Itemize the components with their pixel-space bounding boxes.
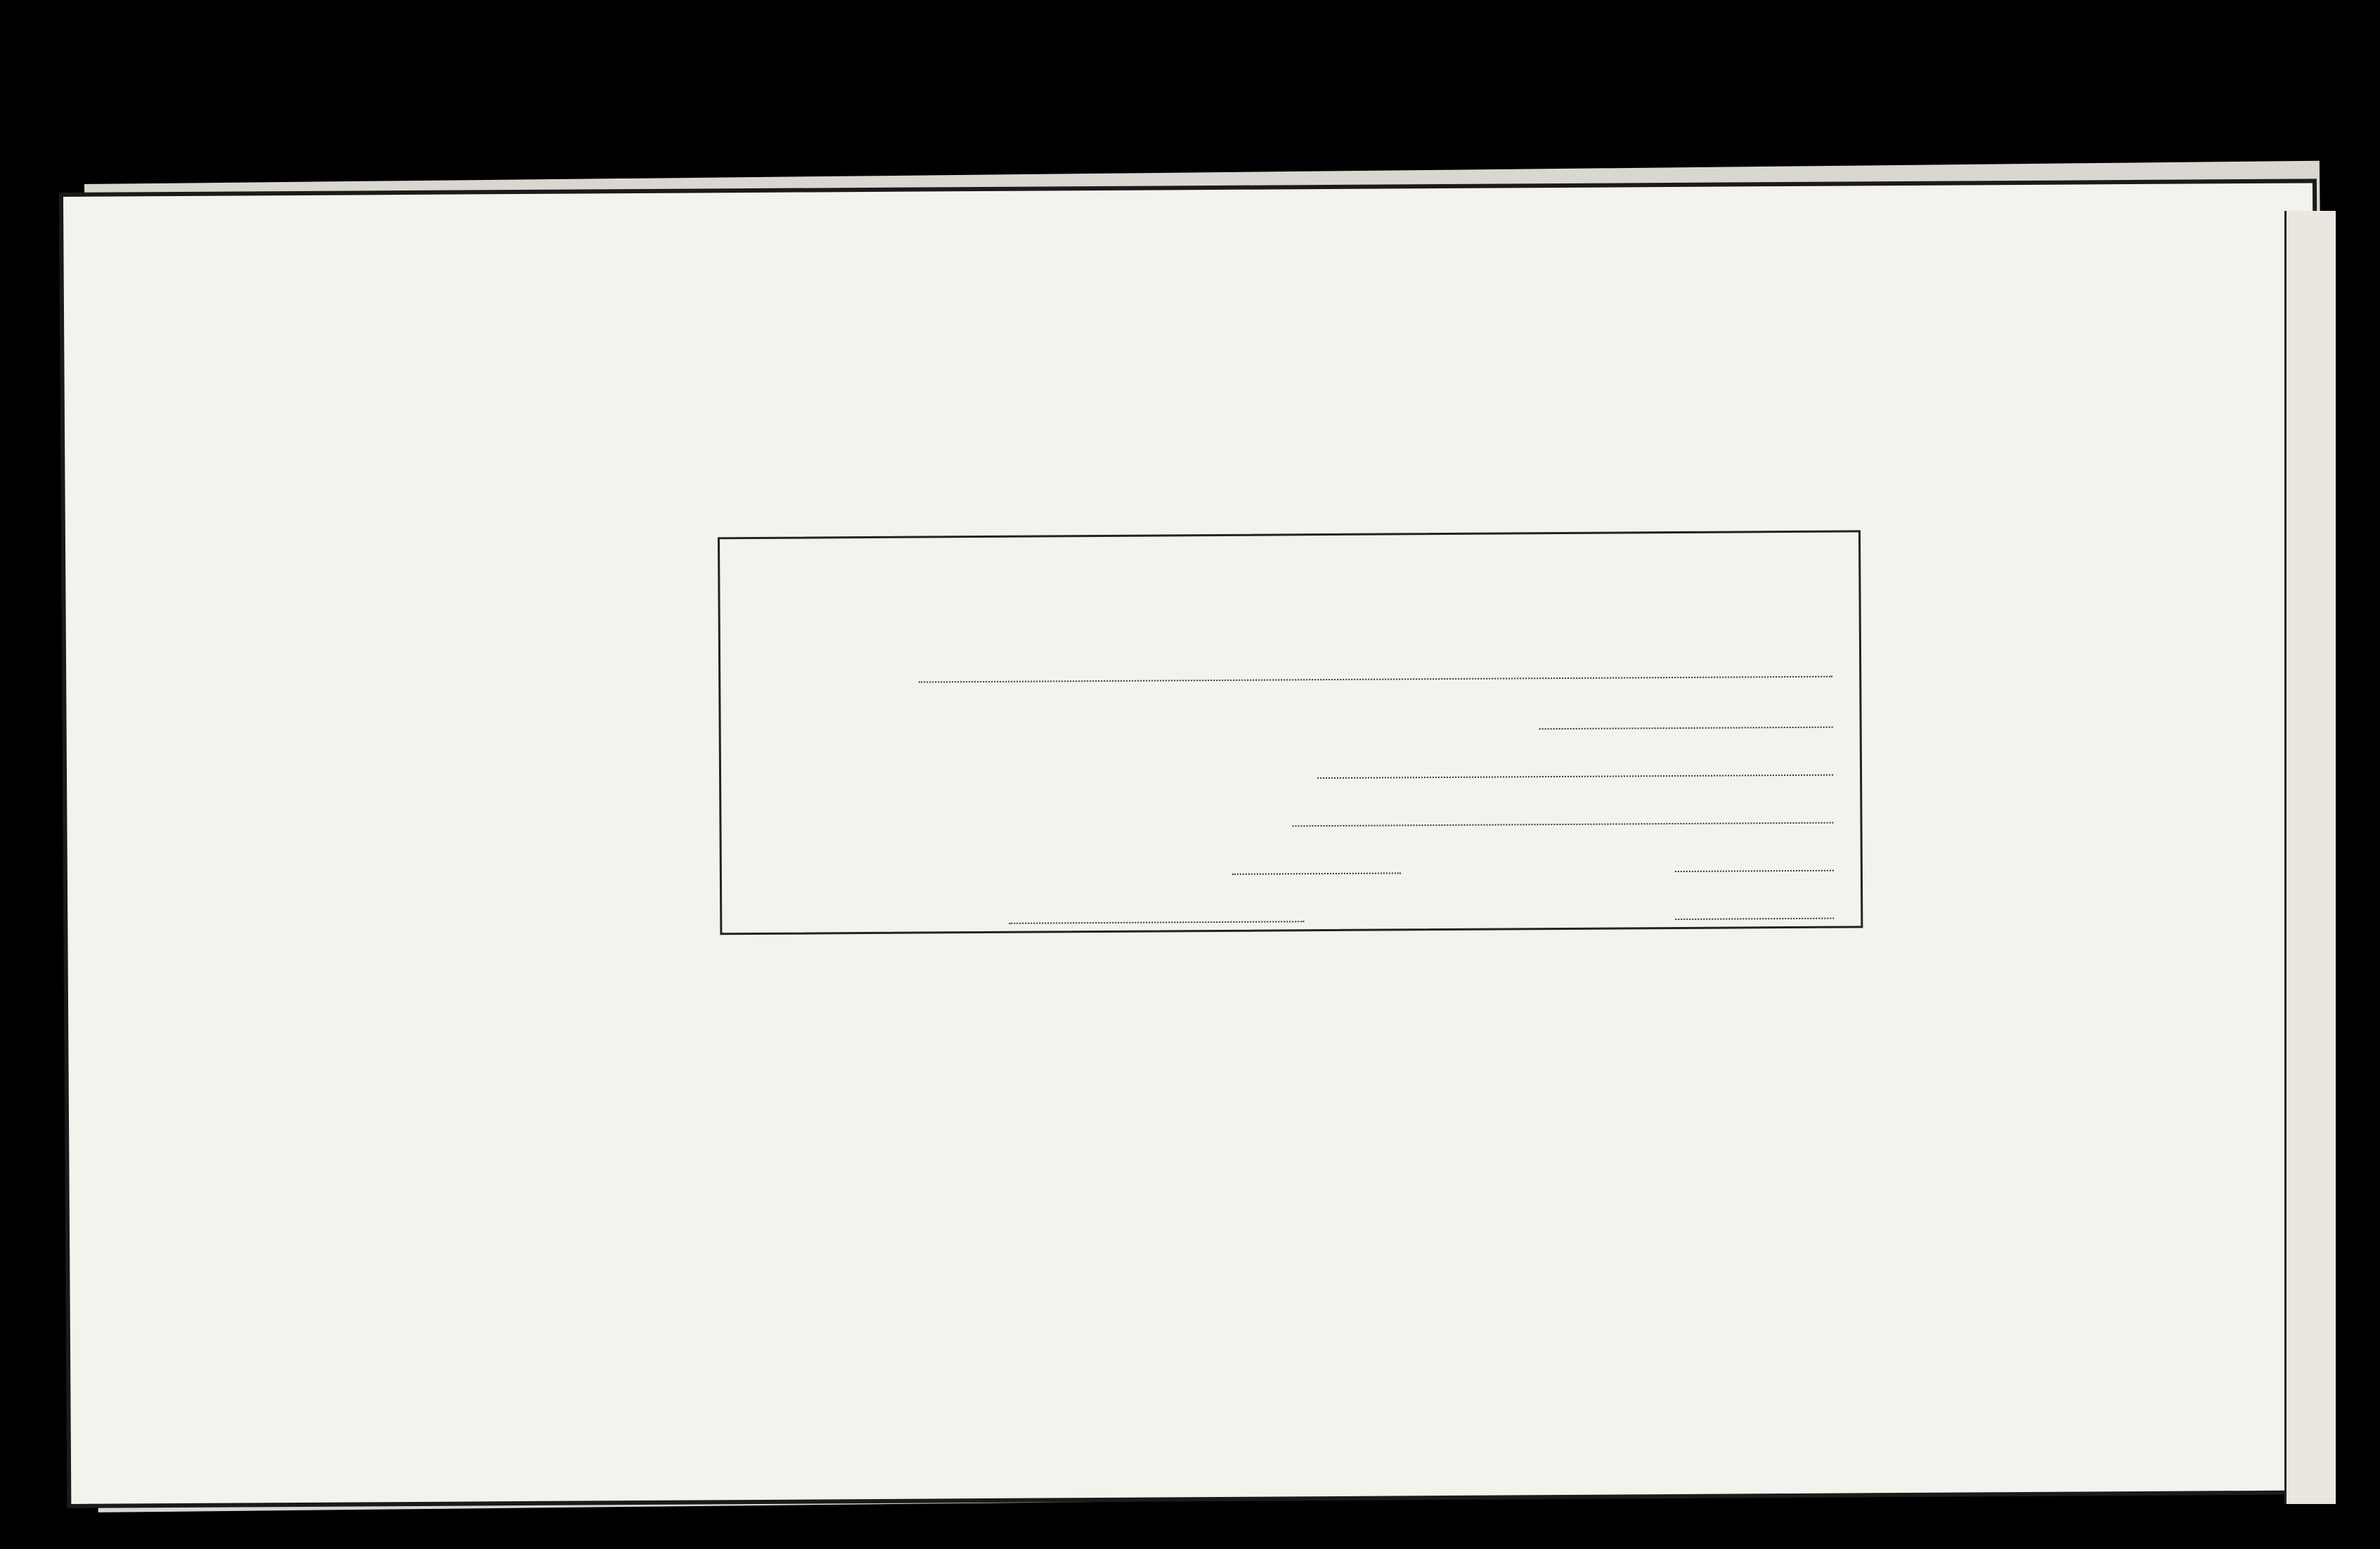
census-card	[63, 183, 2320, 1504]
private-farms-questions	[718, 530, 1863, 935]
center-title	[720, 560, 1858, 567]
edge-strip	[2284, 211, 2336, 1504]
